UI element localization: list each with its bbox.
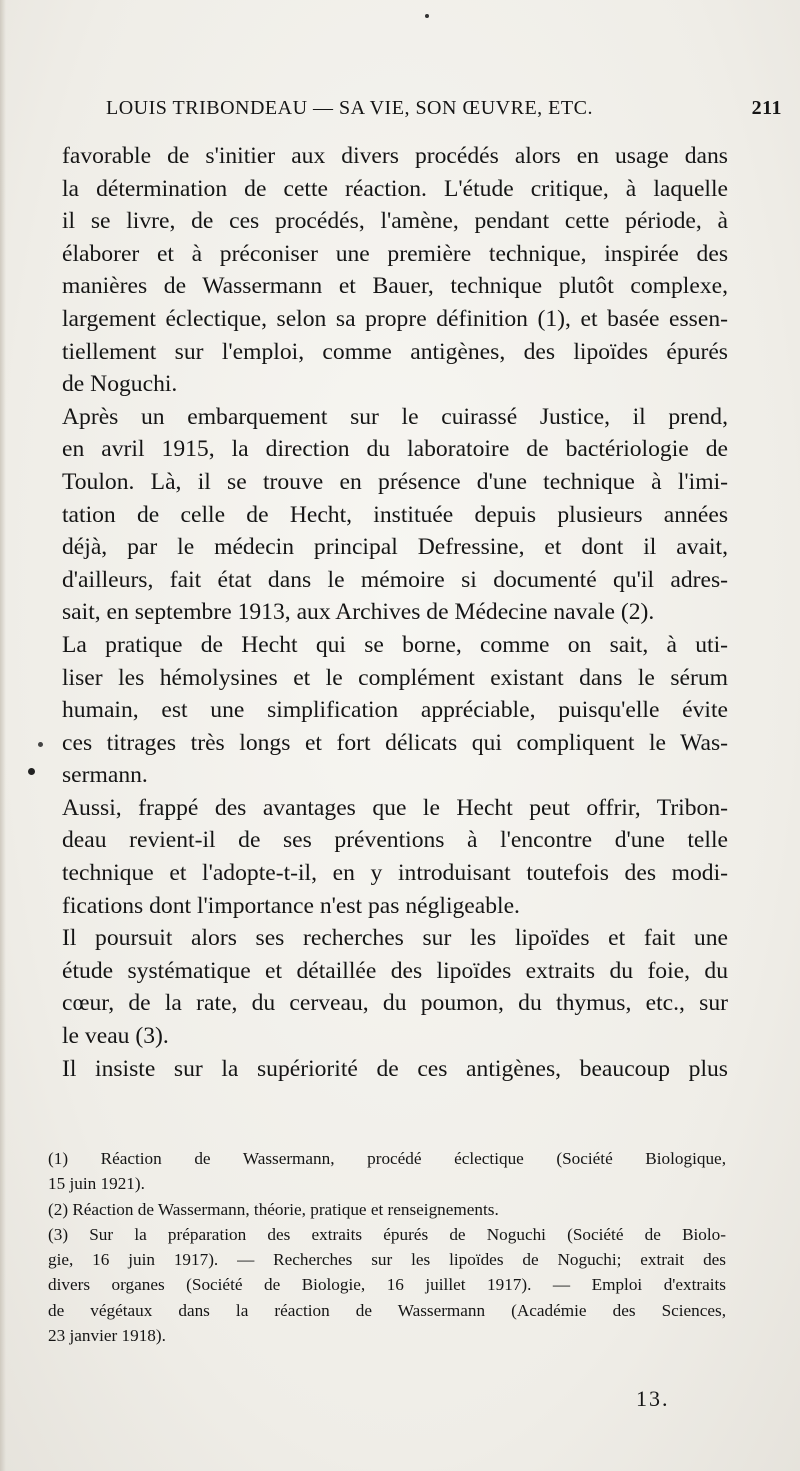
- body-line: la détermination de cette réaction. L'étude critique, à laquelle: [62, 175, 728, 202]
- footnote-line: 15 juin 1921).: [48, 1174, 145, 1194]
- body-line: La pratique de Hecht qui se borne, comme on sait, à uti-: [62, 631, 728, 658]
- footnote-line: gie, 16 juin 1917). — Recherches sur les lipoïdes de Noguchi; extrait des: [48, 1250, 726, 1270]
- body-line: Il insiste sur la supériorité de ces antigènes, beaucoup plus: [62, 1055, 728, 1082]
- footnote-line: 23 janvier 1918).: [48, 1326, 166, 1346]
- body-line: déjà, par le médecin principal Defressine, et dont il avait,: [62, 534, 728, 561]
- body-line: Après un embarquement sur le cuirassé Justice, il prend,: [62, 403, 728, 430]
- footnote-line: (3) Sur la préparation des extraits épurés de Noguchi (Société de Biolo-: [48, 1224, 726, 1244]
- body-line: tiellement sur l'emploi, comme antigènes, des lipoïdes épurés: [62, 338, 728, 365]
- footnote-line: (2) Réaction de Wassermann, théorie, pratique et renseignements.: [48, 1199, 499, 1219]
- body-line: favorable de s'initier aux divers procédés alors en usage dans: [62, 143, 728, 169]
- page-edge-shadow: [0, 0, 6, 1471]
- body-line: Il poursuit alors ses recherches sur les lipoïdes et fait une: [62, 925, 728, 952]
- running-header: [106, 97, 782, 127]
- body-line: d'ailleurs, fait état dans le mémoire si documenté qu'il adres-: [62, 566, 728, 593]
- body-line: il se livre, de ces procédés, l'amène, pendant cette période, à: [62, 208, 728, 235]
- signature-mark: 13.: [636, 1386, 670, 1411]
- body-line: de Noguchi.: [62, 371, 178, 398]
- body-line: étude systématique et détaillée des lipoïdes extraits du foie, du: [62, 957, 728, 984]
- footnotes: [48, 1146, 726, 1348]
- body-line: technique et l'adopte-t-il, en y introduisant toutefois des modi-: [62, 860, 728, 887]
- body-line: liser les hémolysines et le complément existant dans le sérum: [62, 664, 728, 691]
- footnote-line: (1) Réaction de Wassermann, procédé éclectique (Société Biologique,: [48, 1149, 726, 1168]
- body-line: deau revient-il de ses préventions à l'encontre d'une telle: [62, 827, 728, 854]
- body-line: sermann.: [62, 762, 148, 789]
- body-line: manières de Wassermann et Bauer, technique plutôt complexe,: [62, 273, 728, 300]
- body-line: sait, en septembre 1913, aux Archives de Médecine navale (2).: [62, 599, 655, 626]
- page-number: 211: [751, 97, 782, 119]
- body-line: humain, est une simplification appréciable, puisqu'elle évite: [62, 697, 728, 724]
- body-line: en avril 1915, la direction du laboratoire de bactériologie de: [62, 436, 728, 463]
- running-title: LOUIS TRIBONDEAU — SA VIE, SON ŒUVRE, ETC.: [106, 97, 593, 119]
- footnote-line: de végétaux dans la réaction de Wassermann (Académie des Sciences,: [48, 1300, 726, 1320]
- body-line: le veau (3).: [62, 1023, 169, 1050]
- body-line: largement éclectique, selon sa propre définition (1), et basée essen-: [62, 305, 728, 332]
- print-speck: [425, 14, 429, 18]
- body-line: cœur, de la rate, du cerveau, du poumon, du thymus, etc., sur: [62, 990, 728, 1017]
- footnote-line: divers organes (Société de Biologie, 16 juillet 1917). — Emploi d'extraits: [48, 1275, 726, 1295]
- body-line: fications dont l'importance n'est pas négligeable.: [62, 892, 520, 919]
- body-line: élaborer et à préconiser une première technique, inspirée des: [62, 240, 728, 267]
- margin-mark: [38, 742, 43, 747]
- body-line: ces titrages très longs et fort délicats qui compliquent le Was-: [62, 729, 728, 756]
- body-line: Aussi, frappé des avantages que le Hecht peut offrir, Tribon-: [62, 794, 728, 821]
- body-text: [62, 140, 728, 1085]
- margin-mark: [28, 768, 35, 775]
- body-line: Toulon. Là, il se trouve en présence d'une technique à l'imi-: [62, 468, 728, 495]
- body-line: tation de celle de Hecht, instituée depuis plusieurs années: [62, 501, 728, 528]
